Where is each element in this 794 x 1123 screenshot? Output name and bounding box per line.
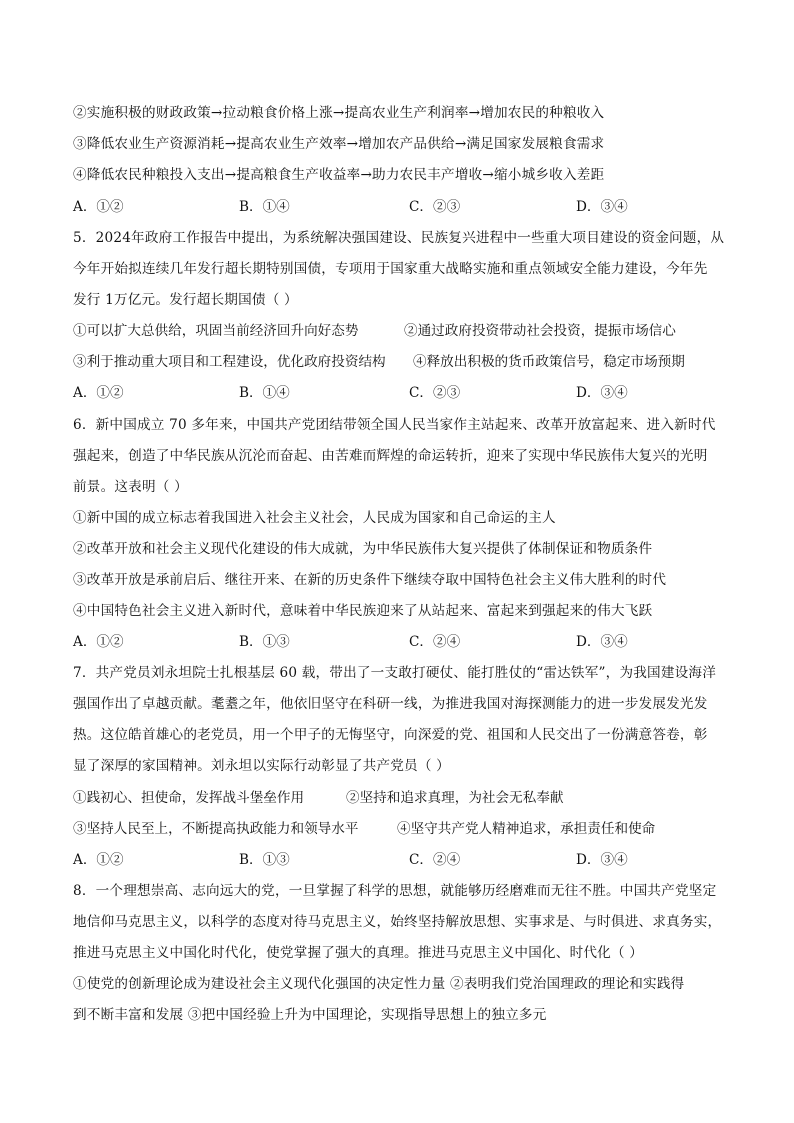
q6-item-1: ①新中国的成立标志着我国进入社会主义社会，人民成为国家和自己命运的主人 — [73, 510, 556, 526]
q5-option-d[interactable]: D．③④ — [576, 385, 628, 401]
q8-stem-line-5: 到不断丰富和发展 ③把中国经验上升为中国理论，实现指导思想上的独立多元 — [73, 1007, 547, 1023]
q7-choice-4: ④坚守共产党人精神追求，承担责任和使命 — [397, 821, 656, 837]
q5-choice-2: ②通过政府投资带动社会投资，提振市场信心 — [404, 323, 676, 339]
q4-item-2: ②实施积极的财政政策→拉动粮食价格上涨→提高农业生产利润率→增加农民的种粮收入 — [73, 105, 605, 121]
q7-options — [73, 851, 733, 869]
q5-option-a[interactable]: A．①② — [73, 385, 124, 401]
q7-choice-2: ②坚持和追求真理，为社会无私奉献 — [346, 790, 564, 806]
q7-stem-line-4: 显了深厚的家国精神。刘永坦以实际行动彰显了共产党员（ ） — [73, 758, 450, 774]
q8-stem-line-3: 推进马克思主义中国化时代化，使党掌握了强大的真理。推进马克思主义中国化、时代化（ ） — [73, 945, 644, 961]
q5-options — [73, 384, 733, 402]
q7-stem-line-2: 强国作出了卓越贡献。耄耋之年，他依旧坚守在科研一线，为推进我国对海探测能力的进一步发展发光发 — [73, 696, 708, 712]
q4-item-4: ④降低农民种粮投入支出→提高粮食生产收益率→助力农民丰产增收→缩小城乡收入差距 — [73, 167, 605, 183]
q4-option-a[interactable]: A．①② — [73, 199, 124, 215]
q6-option-a[interactable]: A．①② — [73, 634, 124, 650]
q6-option-d[interactable]: D．③④ — [576, 634, 628, 650]
q4-option-b[interactable]: B．①④ — [239, 199, 290, 215]
q5-stem-line-1: 5．2024年政府工作报告中提出，为系统解决强国建设、民族复兴进程中一些重大项目建设的资金问题，从 — [73, 230, 725, 246]
q5-option-b[interactable]: B．①④ — [239, 385, 290, 401]
q7-choice-row-2 — [73, 820, 733, 838]
q5-option-c[interactable]: C．②③ — [409, 385, 461, 401]
q5-stem-line-2: 今年开始拟连续几年发行超长期特别国债，专项用于国家重大战略实施和重点领域安全能力建设，今年先 — [73, 261, 708, 277]
q6-item-4: ④中国特色社会主义进入新时代，意味着中华民族迎来了从站起来、富起来到强起来的伟大飞跃 — [73, 603, 653, 619]
q6-stem-line-3: 前景。这表明（ ） — [73, 479, 188, 495]
q8-stem-line-2: 地信仰马克思主义，以科学的态度对待马克思主义，始终坚持解放思想、实事求是、与时俱进、求真务实， — [73, 914, 722, 930]
q8-stem-line-1: 8．一个理想崇高、志向远大的党，一旦掌握了科学的思想，就能够历经磨难而无往不胜。中国共产党坚定 — [73, 883, 717, 899]
q7-option-d[interactable]: D．③④ — [576, 852, 628, 868]
q6-option-c[interactable]: C．②④ — [409, 634, 461, 650]
q4-item-3: ③降低农业生产资源消耗→提高农业生产效率→增加农产品供给→满足国家发展粮食需求 — [73, 136, 605, 152]
q7-choice-1: ①践初心、担使命，发挥战斗堡垒作用 — [73, 790, 305, 806]
q7-stem-line-3: 热。这位皓首雄心的老党员，用一个甲子的无悔坚守，向深爱的党、祖国和人民交出了一份满意答卷，彰 — [73, 727, 708, 743]
q7-choice-row-1 — [73, 789, 733, 807]
q6-item-2: ②改革开放和社会主义现代化建设的伟大成就，为中华民族伟大复兴提供了体制保证和物质条件 — [73, 541, 653, 557]
q7-option-a[interactable]: A．①② — [73, 852, 124, 868]
q6-stem-line-1: 6．新中国成立 70 多年来，中国共产党团结带领全国人民当家作主站起来、改革开放富起来、进入新时代 — [73, 417, 716, 433]
q4-option-c[interactable]: C．②③ — [409, 199, 461, 215]
q5-choice-3: ③利于推动重大项目和工程建设，优化政府投资结构 — [73, 354, 386, 370]
q5-choice-row-1 — [73, 322, 733, 340]
q5-choice-row-2 — [73, 353, 733, 371]
q7-stem-line-1: 7．共产党员刘永坦院士扎根基层 60 载，带出了一支敢打硬仗、能打胜仗的“雷达铁军”，为我国建设海洋 — [73, 665, 717, 681]
q7-option-c[interactable]: C．②④ — [409, 852, 461, 868]
q7-choice-3: ③坚持人民至上，不断提高执政能力和领导水平 — [73, 821, 359, 837]
q7-option-b[interactable]: B．①③ — [239, 852, 290, 868]
q4-options — [73, 198, 733, 216]
q5-choice-4: ④释放出积极的货币政策信号，稳定市场预期 — [413, 354, 685, 370]
q6-item-3: ③改革开放是承前启后、继往开来、在新的历史条件下继续夺取中国特色社会主义伟大胜利的时代 — [73, 572, 667, 588]
q8-stem-line-4: ①使党的创新理论成为建设社会主义现代化强国的决定性力量 ②表明我们党治国理政的理论和实践得 — [73, 976, 685, 992]
q6-option-b[interactable]: B．①③ — [239, 634, 290, 650]
q6-options — [73, 633, 733, 651]
q6-stem-line-2: 强起来，创造了中华民族从沉沦而奋起、由苦难而辉煌的命运转折，迎来了实现中华民族伟大复兴的光明 — [73, 448, 708, 464]
q5-choice-1: ①可以扩大总供给，巩固当前经济回升向好态势 — [73, 323, 359, 339]
q4-option-d[interactable]: D．③④ — [576, 199, 628, 215]
q5-stem-line-3: 发行 1万亿元。发行超长期国债（ ） — [73, 292, 298, 308]
